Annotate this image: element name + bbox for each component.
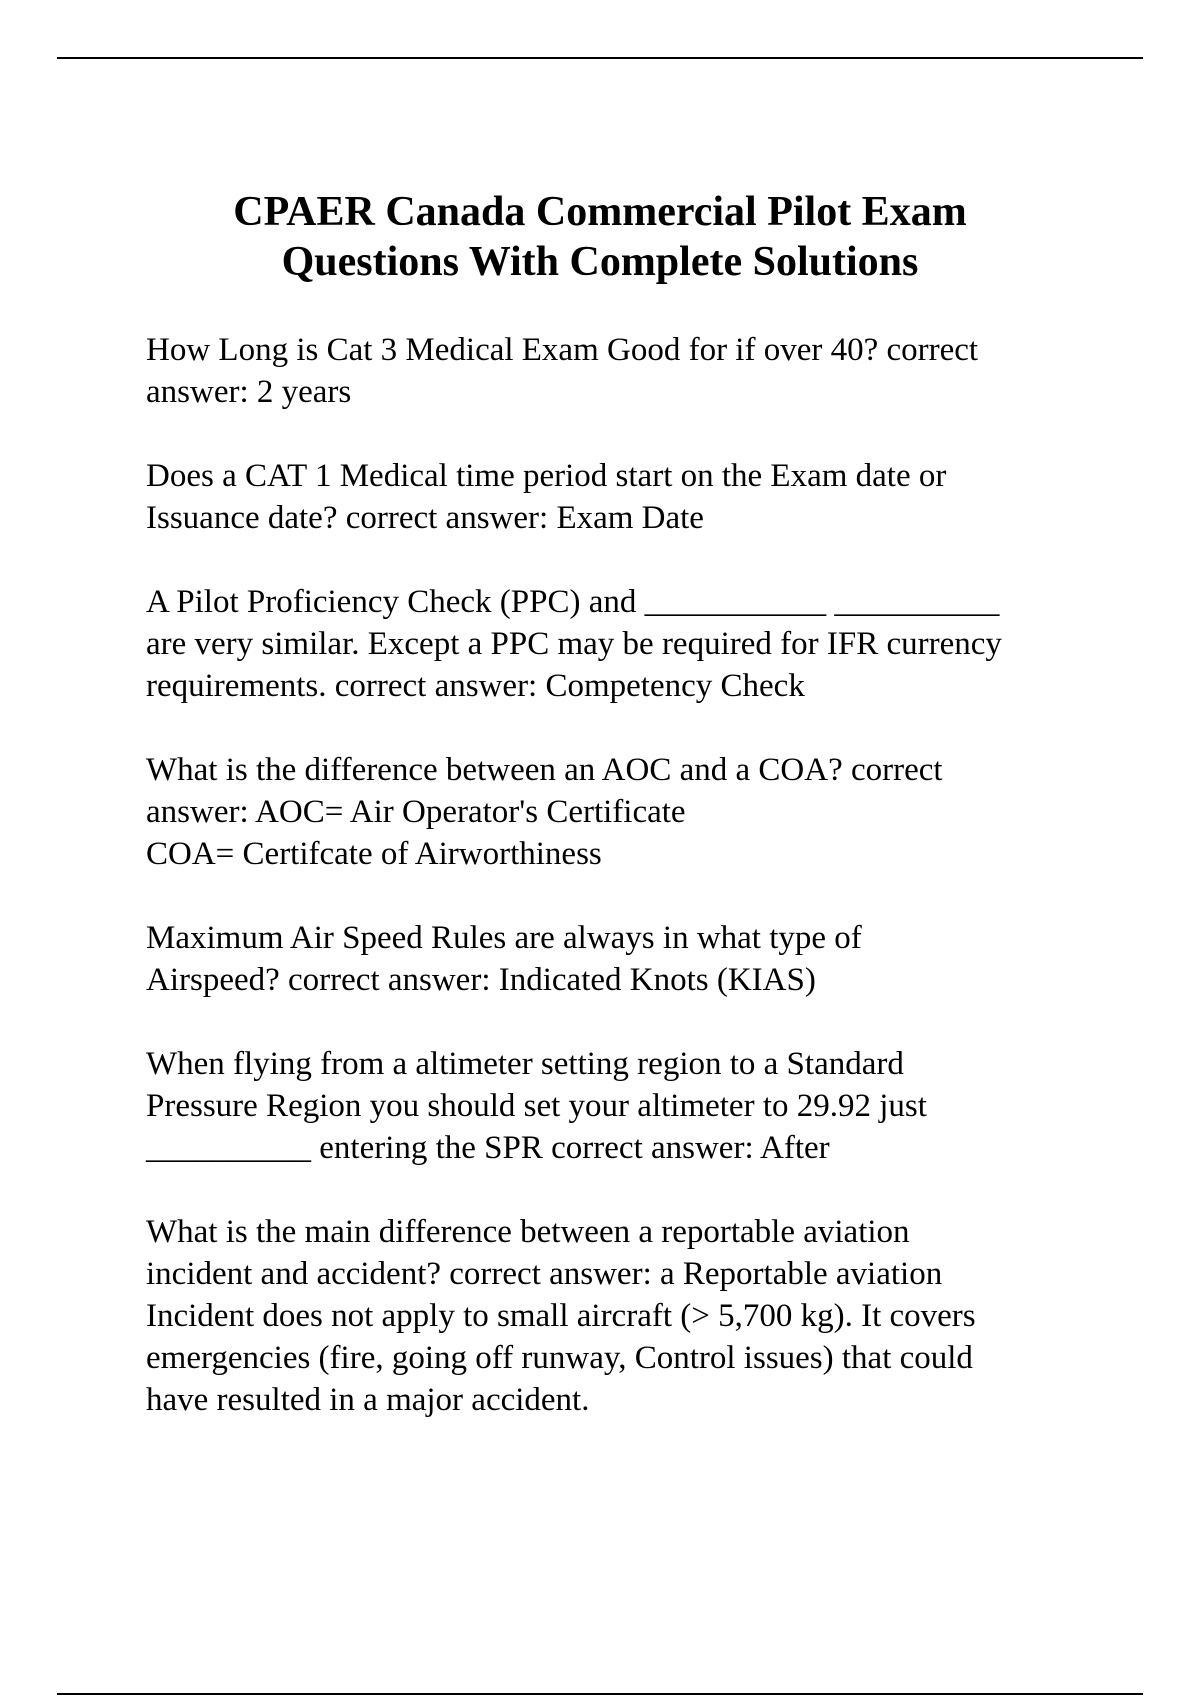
question-item-4 bbox=[146, 749, 1126, 875]
question-item-2 bbox=[146, 455, 1126, 539]
question-line: have resulted in a major accident. bbox=[146, 1382, 590, 1418]
question-line: __________ entering the SPR correct answer: After bbox=[146, 1130, 830, 1166]
bottom-rule bbox=[57, 1693, 1143, 1695]
question-item-5 bbox=[146, 917, 1126, 1001]
question-line: Issuance date? correct answer: Exam Date bbox=[146, 500, 704, 536]
question-item-3 bbox=[146, 581, 1126, 707]
question-line: Pressure Region you should set your altimeter to 29.92 just bbox=[146, 1088, 927, 1124]
question-line: What is the main difference between a reportable aviation bbox=[146, 1214, 910, 1250]
question-line: What is the difference between an AOC and a COA? correct bbox=[146, 752, 943, 788]
question-line: When flying from a altimeter setting region to a Standard bbox=[146, 1046, 904, 1082]
question-line: Maximum Air Speed Rules are always in what type of bbox=[146, 920, 862, 956]
title-line-2: Questions With Complete Solutions bbox=[281, 239, 919, 285]
question-item-6 bbox=[146, 1043, 1126, 1169]
question-line: COA= Certifcate of Airworthiness bbox=[146, 836, 602, 872]
question-line: Does a CAT 1 Medical time period start on the Exam date or bbox=[146, 458, 947, 494]
question-line: emergencies (fire, going off runway, Control issues) that could bbox=[146, 1340, 973, 1376]
top-rule bbox=[57, 57, 1143, 59]
question-line: A Pilot Proficiency Check (PPC) and ___________ __________ bbox=[146, 584, 1000, 620]
question-line: are very similar. Except a PPC may be required for IFR currency bbox=[146, 626, 1002, 662]
question-line: requirements. correct answer: Competency Check bbox=[146, 668, 805, 704]
question-line: How Long is Cat 3 Medical Exam Good for if over 40? correct bbox=[146, 332, 979, 368]
question-item-1 bbox=[146, 329, 1126, 413]
question-line: answer: 2 years bbox=[146, 374, 352, 410]
question-item-7 bbox=[146, 1211, 1126, 1421]
question-list bbox=[146, 329, 1126, 1463]
question-line: answer: AOC= Air Operator's Certificate bbox=[146, 794, 686, 830]
title-line-1: CPAER Canada Commercial Pilot Exam bbox=[233, 189, 967, 235]
question-line: Incident does not apply to small aircraft (> 5,700 kg). It covers bbox=[146, 1298, 976, 1334]
question-line: incident and accident? correct answer: a Reportable aviation bbox=[146, 1256, 943, 1292]
document-title bbox=[100, 187, 1100, 287]
question-line: Airspeed? correct answer: Indicated Knots (KIAS) bbox=[146, 962, 816, 998]
